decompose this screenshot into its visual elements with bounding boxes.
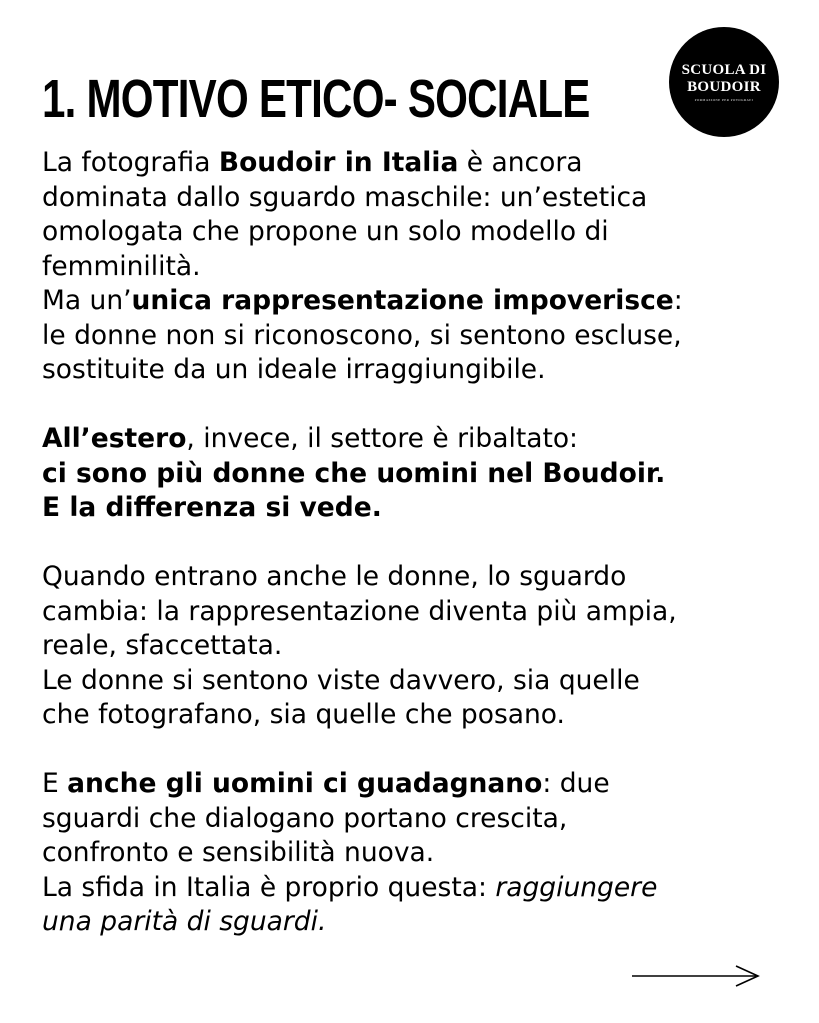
text-line: Le donne si sentono viste davvero, sia quelle	[42, 664, 640, 696]
text-line: Quando entrano anche le donne, lo sguardo	[42, 561, 627, 592]
spacer	[42, 733, 802, 768]
text-line: dominata dallo sguardo maschile: un’estetica	[42, 181, 648, 213]
logo-text-line1: SCUOLA DI	[681, 61, 767, 78]
text-line: le donne non si riconoscono, si sentono escluse,	[42, 319, 682, 351]
spacer	[42, 526, 802, 561]
text-line: E anche gli uomini ci guadagnano: due	[42, 768, 610, 799]
text-line-bold: E la differenza si vede.	[42, 492, 382, 523]
text-line: una parità di sguardi.	[42, 906, 327, 937]
text-line: femminilità.	[42, 250, 201, 282]
text-line: sguardi che dialogano portano crescita,	[42, 802, 568, 834]
text-line: La sfida in Italia è proprio questa: raggiungere	[42, 871, 658, 903]
text-line: La fotografia Boudoir in Italia è ancora	[42, 147, 583, 178]
logo-text-line2: BOUDOIR	[687, 78, 761, 95]
logo-tagline: FORMAZIONE PER FOTOGRAFI	[694, 97, 754, 102]
page-title: 1. MOTIVO ETICO- SOCIALE	[42, 69, 590, 129]
text-line: omologata che propone un solo modello di	[42, 216, 609, 247]
text-line: reale, sfaccettata.	[42, 630, 283, 661]
arrow-right-icon[interactable]	[630, 962, 762, 992]
text-line: cambia: la rappresentazione diventa più ampia,	[42, 595, 677, 627]
text-line: confronto e sensibilità nuova.	[42, 837, 435, 868]
text-line-bold: ci sono più donne che uomini nel Boudoir.	[42, 457, 666, 489]
logo-badge	[669, 27, 779, 137]
text-line: Ma un’unica rappresentazione impoverisce:	[42, 285, 683, 316]
text-line: che fotografano, sia quelle che posano.	[42, 699, 565, 730]
body-text	[42, 146, 802, 940]
text-line: All’estero, invece, il settore è ribaltato:	[42, 423, 578, 454]
spacer	[42, 388, 802, 423]
text-line: sostituite da un ideale irraggiungibile.	[42, 354, 546, 385]
